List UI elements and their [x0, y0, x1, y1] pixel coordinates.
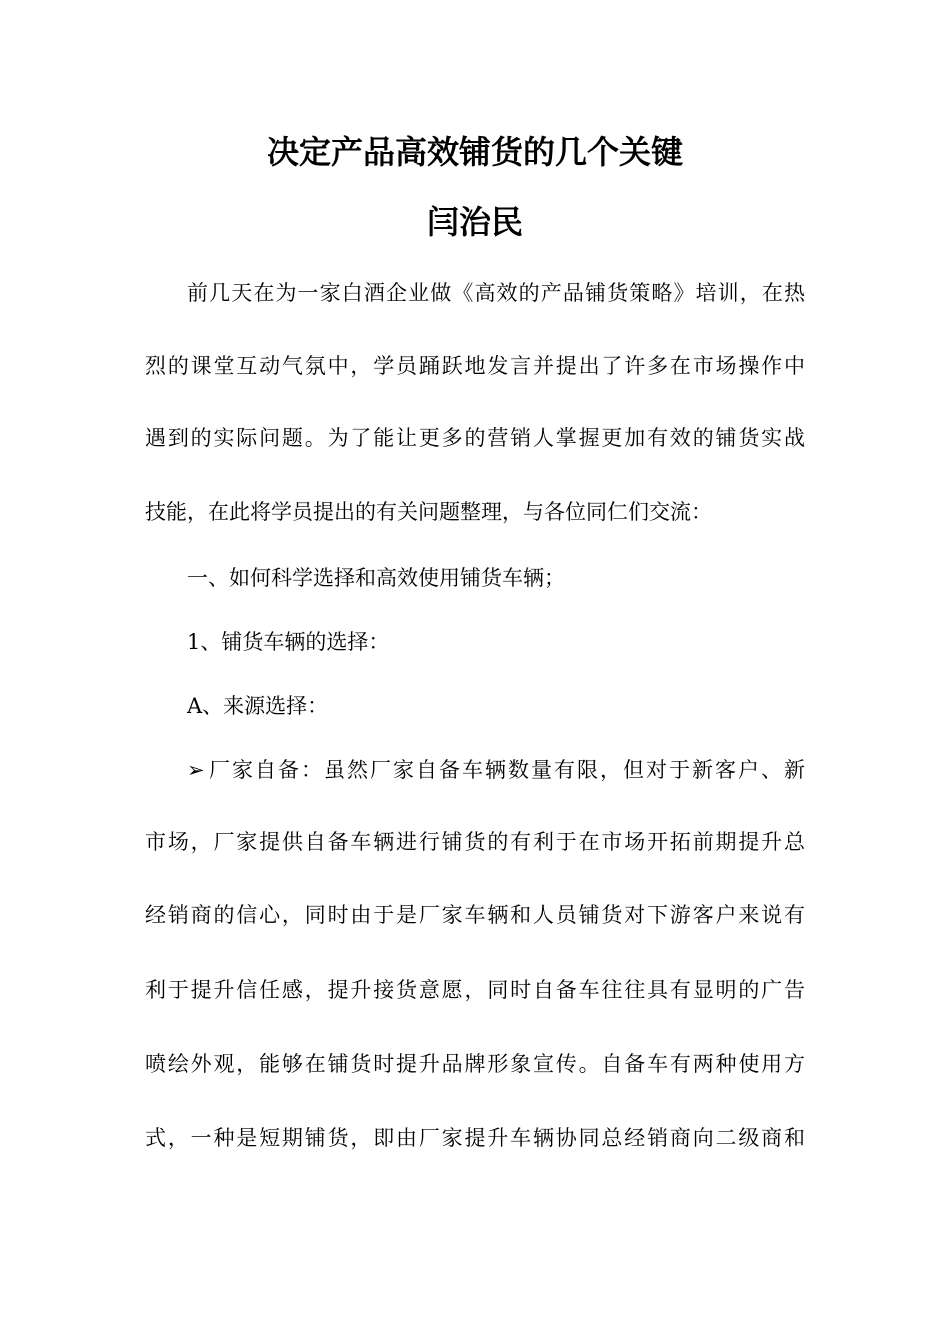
section-heading: 一、如何科学选择和高效使用铺货车辆； [187, 566, 565, 590]
author-name: 闫治民 [426, 203, 523, 241]
bullet-item [187, 756, 805, 784]
paragraph-line: 烈的课堂互动气氛中，学员踊跃地发言并提出了许多在市场操作中 [145, 354, 805, 378]
document-title: 决定产品高效铺货的几个关键 [266, 133, 683, 171]
arrow-bullet-icon: ➢ [187, 758, 205, 782]
paragraph-line: 前几天在为一家白酒企业做《高效的产品铺货策略》培训，在热 [187, 281, 805, 305]
paragraph-line: 喷绘外观，能够在铺货时提升品牌形象宣传。自备车有两种使用方 [145, 1052, 805, 1076]
paragraph-line: 经销商的信心，同时由于是厂家车辆和人员铺货对下游客户来说有 [145, 903, 805, 927]
subsection-heading: A、来源选择： [187, 694, 329, 718]
paragraph-line: 利于提升信任感，提升接货意愿，同时自备车往往具有显明的广告 [145, 978, 805, 1002]
subsection-heading: 1、铺货车辆的选择： [187, 630, 390, 654]
paragraph-line: 技能，在此将学员提出的有关问题整理，与各位同仁们交流： [145, 500, 712, 524]
paragraph-line: 遇到的实际问题。为了能让更多的营销人掌握更加有效的铺货实战 [145, 426, 805, 450]
paragraph-line: 厂家自备：虽然厂家自备车辆数量有限，但对于新客户、新 [209, 758, 805, 782]
paragraph-line: 式，一种是短期铺货，即由厂家提升车辆协同总经销商向二级商和 [145, 1126, 805, 1150]
paragraph-line: 市场，厂家提供自备车辆进行铺货的有利于在市场开拓前期提升总 [145, 830, 805, 854]
